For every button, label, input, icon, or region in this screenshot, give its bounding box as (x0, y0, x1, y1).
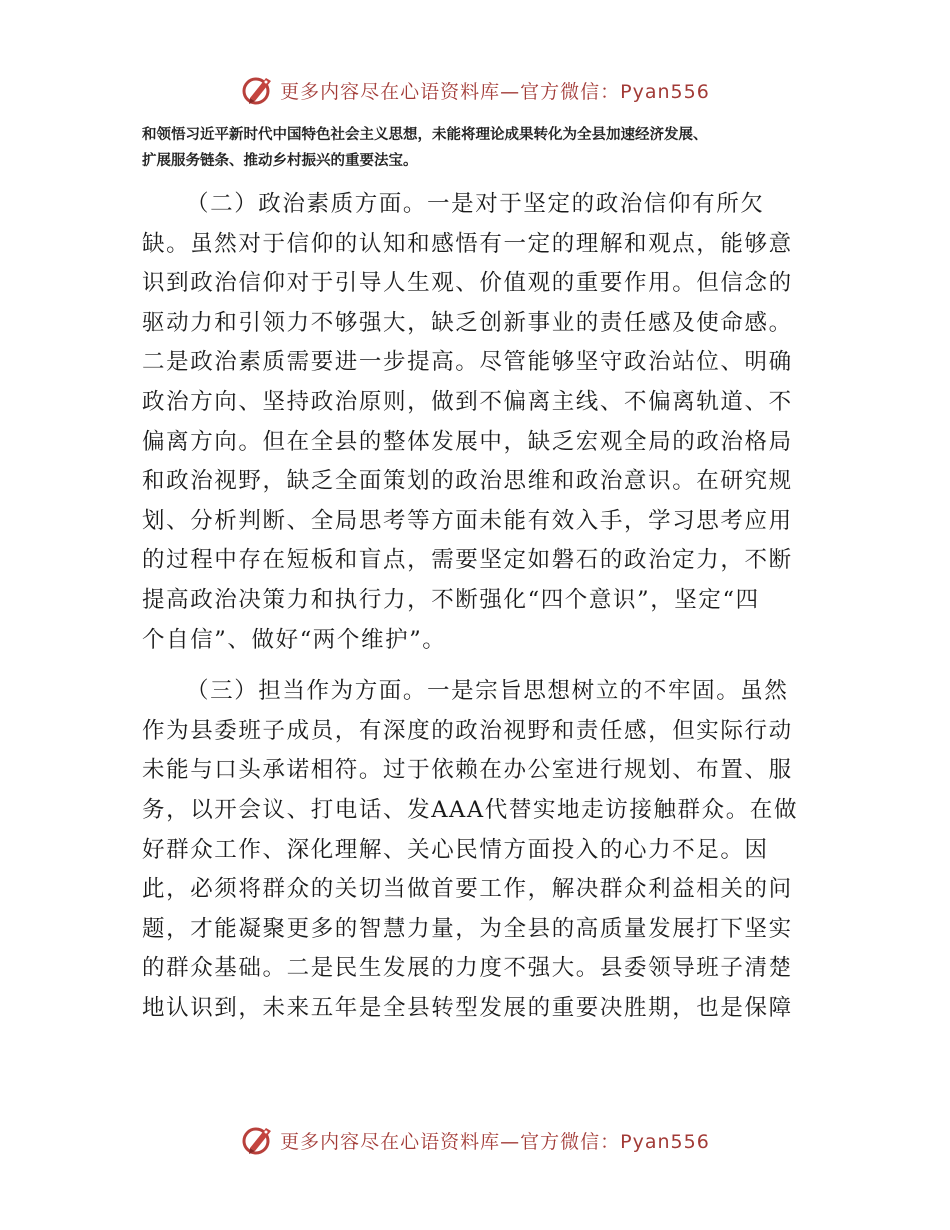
text-line: 个自信”、做好“两个维护”。 (142, 626, 447, 653)
text-line: 的过程中存在短板和盲点，需要坚定如磐石的政治定力，不断 (142, 547, 793, 574)
pen-logo-icon (240, 1122, 276, 1158)
section-political-quality (142, 185, 810, 660)
text-line: （二）政治素质方面。一是对于坚定的政治信仰有所欠 (186, 191, 765, 217)
document-body (142, 185, 810, 1028)
banner-text: 更多内容尽在心语资料库—官方微信：Pyan556 (280, 1130, 710, 1153)
text-line: 未能与口头承诺相符。过于依赖在办公室进行规划、布置、服 (142, 757, 793, 784)
text-line: 此，必须将群众的关切当做首要工作，解决群众利益相关的问 (142, 876, 793, 903)
text-line: 的群众基础。二是民生发展的力度不强大。县委领导班子清楚 (142, 955, 793, 982)
text-line: 和政治视野，缺乏全面策划的政治思维和政治意识。在研究规 (142, 468, 793, 495)
text-line: 缺。虽然对于信仰的认知和感悟有一定的理解和观点，能够意 (142, 230, 793, 257)
text-line: 二是政治素质需要进一步提高。尽管能够坚守政治站位、明确 (142, 349, 793, 376)
text-line: 好群众工作、深化理解、关心民情方面投入的心力不足。因 (142, 836, 769, 863)
section-responsibility (142, 672, 810, 1028)
text-line: 地认识到，未来五年是全县转型发展的重要决胜期，也是保障 (142, 994, 793, 1021)
text-line: 务，以开会议、打电话、发AAA代替实地走访接触群众。在做 (142, 796, 799, 823)
text-line: 题，才能凝聚更多的智慧力量，为全县的高质量发展打下坚实 (142, 915, 793, 942)
footer-banner (0, 1120, 950, 1160)
pen-logo-icon (240, 72, 276, 108)
text-line: 提高政治决策力和执行力，不断强化“四个意识”，坚定“四 (142, 586, 760, 613)
text-line: 偏离方向。但在全县的整体发展中，缺乏宏观全局的政治格局 (142, 428, 793, 455)
text-line: 政治方向、坚持政治原则，做到不偏离主线、不偏离轨道、不 (142, 388, 793, 415)
intro-line: 扩展服务链条、推动乡村振兴的重要法宝。 (142, 152, 418, 169)
text-line: 驱动力和引领力不够强大，缺乏创新事业的责任感及使命感。 (142, 309, 793, 336)
intro-paragraph (142, 122, 812, 174)
text-line: 作为县委班子成员，有深度的政治视野和责任感，但实际行动 (142, 717, 793, 744)
text-line: （三）担当作为方面。一是宗旨思想树立的不牢固。虽然 (186, 678, 789, 705)
intro-line: 和领悟习近平新时代中国特色社会主义思想，未能将理论成果转化为全县加速经济发展、 (142, 126, 708, 143)
text-line: 识到政治信仰对于引导人生观、价值观的重要作用。但信念的 (142, 270, 793, 297)
text-line: 划、分析判断、全局思考等方面未能有效入手，学习思考应用 (142, 507, 793, 534)
banner-text: 更多内容尽在心语资料库—官方微信：Pyan556 (280, 80, 710, 103)
header-banner (0, 70, 950, 110)
